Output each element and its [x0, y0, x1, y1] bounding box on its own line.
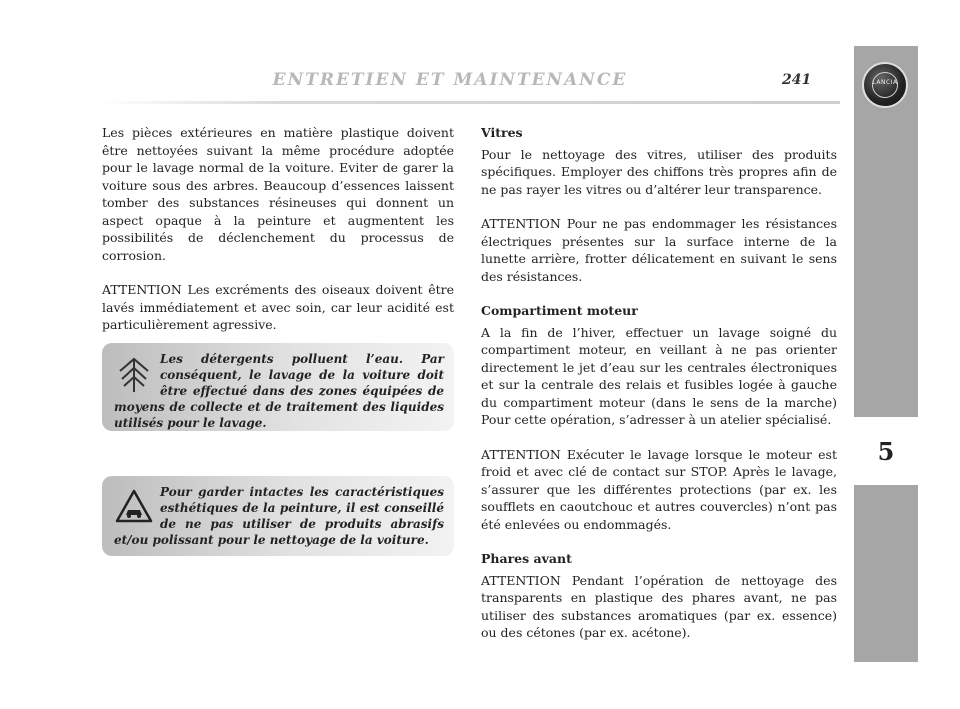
paragraph: ATTENTION Les excréments des oiseaux doivent être lavés immédiatement et avec soin, car leur acidité est particulièrement agressive.: [102, 282, 454, 332]
warning-note: [102, 476, 454, 556]
paragraph: ATTENTION Pendant l’opération de nettoyage des transparents en plastique des phares avant, ne pas utiliser des substances aromatiques (par ex. essence) ou des cétones (par ex. acétone).: [481, 572, 837, 640]
page-header-title: ENTRETIEN ET MAINTENANCE: [272, 70, 628, 90]
page-number: 241: [782, 72, 812, 88]
section-heading-compartiment: Compartiment moteur: [481, 303, 638, 318]
paragraph: A la fin de l’hiver, effectuer un lavage soigné du compartiment moteur, en veillant à ne pas orienter directement le jet d’eau sur les centrales électroniques et sur la centrale des relais et fusibles logée à gauche du compartiment moteur (dans le sens de la marche) Pour cette opération, s’adresser à un atelier spécialisé.: [481, 324, 837, 427]
paragraph: ATTENTION Pour ne pas endommager les résistances électriques présentes sur la surface interne de la lunette arrière, frotter délicatement en suivant le sens des résistances.: [481, 216, 837, 284]
section-heading-vitres: Vitres: [481, 125, 523, 140]
paragraph: ATTENTION Exécuter le lavage lorsque le moteur est froid et avec clé de contact sur STOP. Après le lavage, s’assurer que les différentes protections (par ex. les soufflets en caoutchouc et autres couvercles) n’ont pas été enlevées ou endommagés.: [481, 446, 837, 532]
environment-note: [102, 343, 454, 431]
chapter-sidebar: [854, 46, 918, 662]
lancia-logo-icon: [862, 62, 908, 108]
chapter-number: 5: [854, 415, 918, 487]
car-warning-triangle-icon: [114, 486, 154, 526]
header-divider: [100, 101, 840, 104]
left-column: [102, 124, 454, 351]
environment-leaf-icon: [114, 353, 154, 393]
right-column: [481, 124, 837, 659]
note-text: Les détergents polluent l’eau. Par conséquent, le lavage de la voiture doit être effectué dans des zones équipées de moyens de collecte et de traitement des liquides utilisés pour le lavage.: [114, 352, 444, 430]
logo-text: LANCIA: [872, 79, 898, 86]
paragraph: Les pièces extérieures en matière plastique doivent être nettoyées suivant la même procédure adoptée pour le lavage normal de la voiture. Eviter de garer la voiture sous des arbres. Beaucoup d’essences laissent tomber des substances résineuses qui donnent un aspect opaque à la peinture et augmentent les possibilités de déclenchement du processus de corrosion.: [102, 125, 454, 263]
paragraph: Pour le nettoyage des vitres, utiliser des produits spécifiques. Employer des chiffons très propres afin de ne pas rayer les vitres ou d’altérer leur transparence.: [481, 146, 837, 197]
section-heading-phares: Phares avant: [481, 551, 572, 566]
note-text: Pour garder intactes les caractéristiques esthétiques de la peinture, il est conseillé de ne pas utiliser de produits abrasifs et/ou polissant pour le nettoyage de la voiture.: [114, 485, 444, 547]
